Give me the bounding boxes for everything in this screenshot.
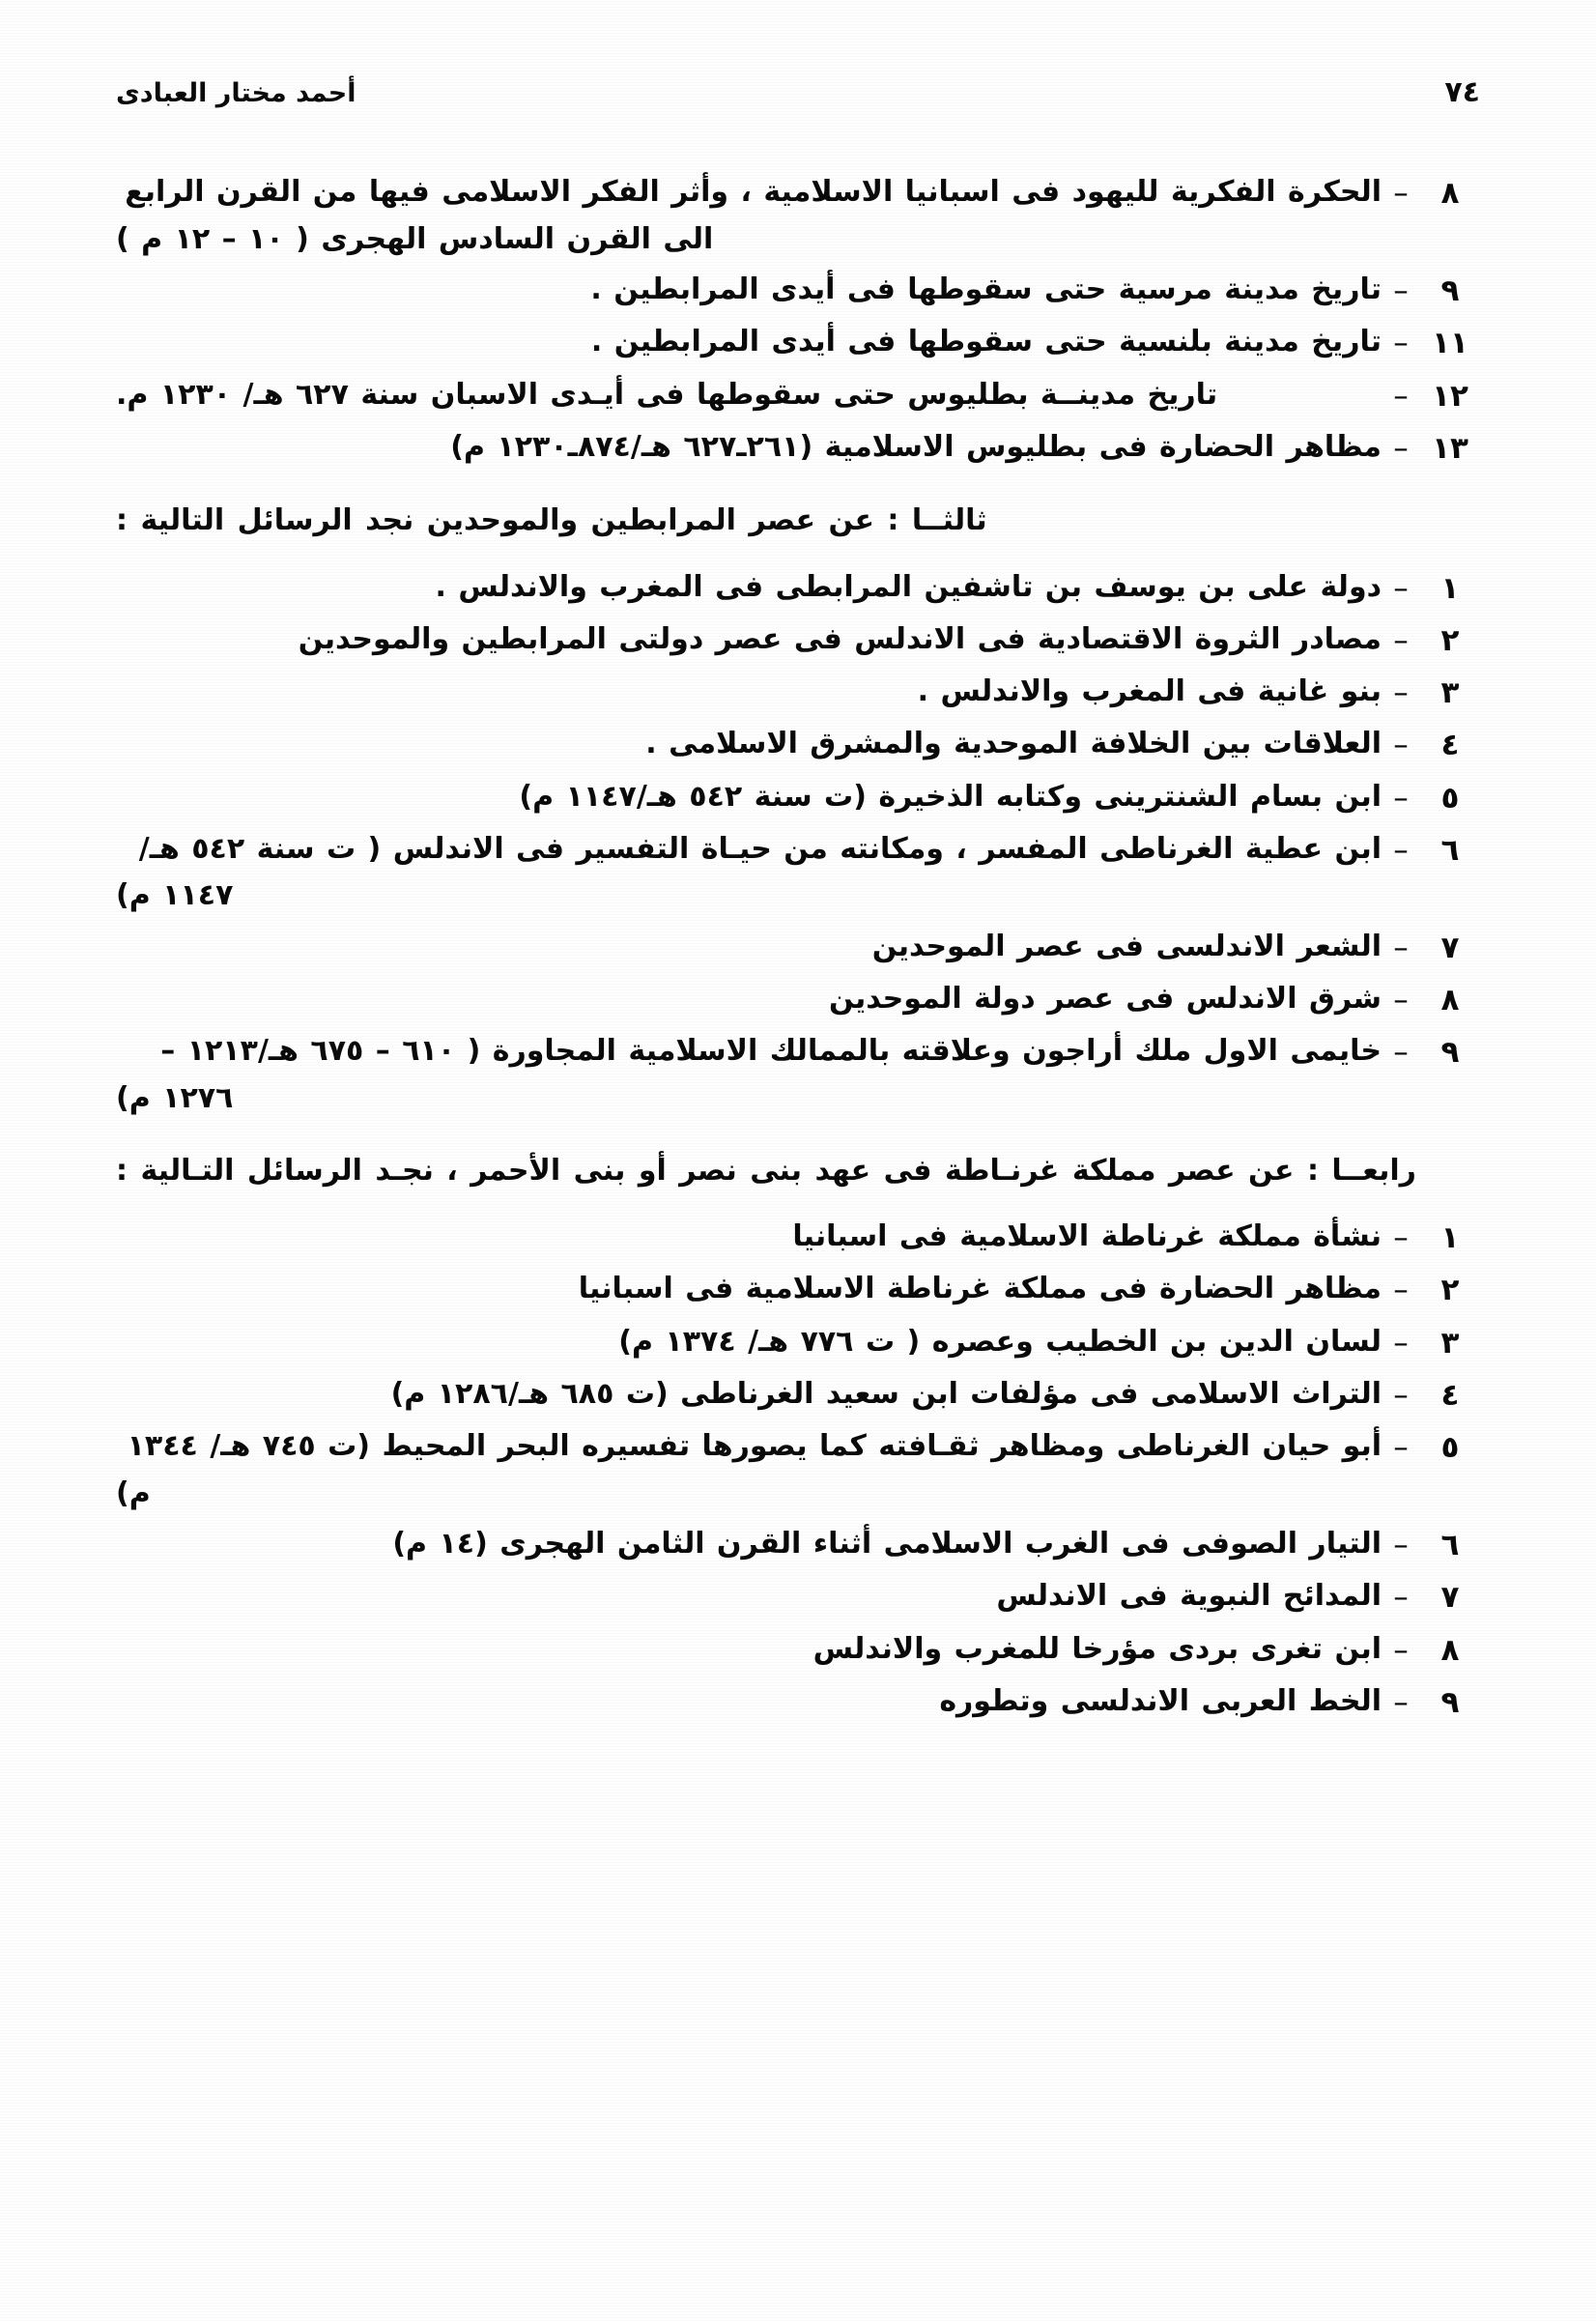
list-item-text: شرق الاندلس فى عصر دولة الموحدين (829, 982, 1382, 1017)
list-item-dash: – (1393, 1632, 1409, 1668)
list-item (116, 424, 1480, 473)
list-item-text: تاريخ مدينــة بطليوس حتى سقوطها فى أيـدى الاسبان سنة ٦٢٧ هـ/ ١٢٣٠ م. (116, 377, 1218, 412)
list-item-number: ٧ (1440, 1580, 1460, 1616)
list-item-text: ابن تغرى بردى مؤرخا للمغرب والاندلس (812, 1631, 1382, 1666)
list-item-number: ٢ (1440, 622, 1460, 658)
list-item-text: تاريخ مدينة بلنسية حتى سقوطها فى أيدى المرابطين . (590, 325, 1382, 359)
list-continued-from-previous-page (116, 169, 1480, 473)
section-three-intro: ثالثــا : عن عصر المرابطين والموحدين نجد الرسائل التالية : (116, 503, 987, 538)
list-item-dash: – (1393, 728, 1409, 763)
list-item (116, 1214, 1480, 1262)
list-item-number: ٧ (1440, 930, 1460, 965)
list-item-number: ٥ (1440, 1430, 1460, 1466)
list-item-dash: – (1393, 326, 1409, 361)
list-item (116, 564, 1480, 613)
list-item (116, 372, 1480, 420)
author-running-head: أحمد مختار العبادى (116, 78, 356, 108)
list-item (116, 1028, 1480, 1122)
list-item-number: ١٣ (1432, 430, 1468, 466)
list-item-text: أبو حيان الغرناطى ومظاهر ثقـافته كما يصورها تفسيره البحر المحيط (ت ٧٤٥ هـ/ ١٣٤٤ م) (116, 1429, 1382, 1510)
list-item (116, 1371, 1480, 1419)
page-number: ٧٤ (1444, 75, 1480, 109)
section-four-intro: رابعــا : عن عصر مملكة غرنـاطة فى عهد بنى نصر أو بنى الأحمر ، نجـد الرسائل التـالية : (116, 1153, 1416, 1188)
list-item (116, 669, 1480, 717)
list-item-number: ٨ (1440, 1632, 1460, 1668)
list-item (116, 1266, 1480, 1314)
list-item-dash: – (1393, 983, 1409, 1018)
list-item (116, 169, 1480, 263)
list-item-number: ١ (1440, 1220, 1460, 1256)
list-item (116, 774, 1480, 822)
list-item-dash: – (1393, 1273, 1409, 1308)
list-item-text: التراث الاسلامى فى مؤلفات ابن سعيد الغرناطى (ت ٦٨٥ هـ/١٢٨٦ م) (390, 1376, 1382, 1411)
list-item-dash: – (1393, 832, 1409, 868)
list-item-dash: – (1393, 273, 1409, 309)
list-item-dash: – (1393, 176, 1409, 211)
list-item-number: ١ (1440, 570, 1460, 606)
list-item-dash: – (1393, 675, 1409, 711)
list-item-number: ٢ (1440, 1273, 1460, 1308)
list-item-text: مصادر الثروة الاقتصادية فى الاندلس فى عصر دولتى المرابطين والموحدين (298, 621, 1382, 656)
list-item-dash: – (1393, 1325, 1409, 1361)
list-item-text: التيار الصوفى فى الغرب الاسلامى أثناء القرن الثامن الهجرى (١٤ م) (392, 1527, 1382, 1562)
list-item-number: ١١ (1432, 326, 1468, 361)
list-item-dash: – (1393, 378, 1409, 414)
list-item (116, 1626, 1480, 1675)
list-item-number: ٩ (1440, 273, 1460, 309)
list-item (116, 976, 1480, 1024)
list-item-number: ٣ (1440, 1325, 1460, 1361)
list-item-number: ٤ (1440, 728, 1460, 763)
list-item-text: مظاهر الحضارة فى بطليوس الاسلامية (٢٦١ـ٦٢٧ هـ/٨٧٤ـ١٢٣٠ م) (450, 429, 1382, 464)
list-item (116, 1319, 1480, 1367)
list-item-text: دولة على بن يوسف بن تاشفين المرابطى فى المغرب والاندلس . (435, 569, 1382, 604)
list-item-number: ٣ (1440, 675, 1460, 711)
list-item-text: الحكرة الفكرية لليهود فى اسبانيا الاسلامية ، وأثر الفكر الاسلامى فيها من القرن الرابع الى القرن السادس الهجرى ( ١٠ – ١٢ م ) (116, 175, 1382, 256)
running-head (116, 75, 1480, 109)
list-item-text: لسان الدين بن الخطيب وعصره ( ت ٧٧٦ هـ/ ١٣٧٤ م) (618, 1324, 1382, 1359)
list-item-text: بنو غانية فى المغرب والاندلس . (917, 674, 1382, 709)
page-body (116, 169, 1480, 1731)
list-item-text: نشأة مملكة غرناطة الاسلامية فى اسبانيا (792, 1219, 1382, 1254)
list-item-dash: – (1393, 1220, 1409, 1256)
list-item-number: ٦ (1440, 1528, 1460, 1563)
list-item-dash: – (1393, 780, 1409, 816)
list-item-dash: – (1393, 1377, 1409, 1413)
list-item (116, 826, 1480, 920)
list-item-text: ابن بسام الشنترينى وكتابه الذخيرة (ت سنة ٥٤٢ هـ/١١٤٧ م) (519, 779, 1382, 814)
list-item (116, 616, 1480, 665)
list-item (116, 1521, 1480, 1569)
list-item-dash: – (1393, 930, 1409, 965)
list-item-number: ١٢ (1432, 378, 1468, 414)
list-item-text: الخط العربى الاندلسى وتطوره (939, 1683, 1382, 1718)
list-item (116, 319, 1480, 367)
list-item-text: ابن عطية الغرناطى المفسر ، ومكانته من حيـاة التفسير فى الاندلس ( ت سنة ٥٤٢ هـ/١١٤٧ م) (116, 831, 1382, 913)
list-item-dash: – (1393, 622, 1409, 658)
list-item (116, 1573, 1480, 1621)
list-item-number: ٦ (1440, 832, 1460, 868)
section-four-list (116, 1214, 1480, 1727)
list-item-dash: – (1393, 1580, 1409, 1616)
list-item-text: الشعر الاندلسى فى عصر الموحدين (871, 929, 1382, 963)
list-item (116, 1423, 1480, 1517)
list-item-text: العلاقات بين الخلافة الموحدية والمشرق الاسلامى . (645, 727, 1382, 761)
list-item (116, 1678, 1480, 1727)
list-item-dash: – (1393, 1035, 1409, 1071)
list-item-text: خايمى الاول ملك أراجون وعلاقته بالممالك الاسلامية المجاورة ( ٦١٠ – ٦٧٥ هـ/١٢١٣ – ١٢٧٦ م) (116, 1034, 1382, 1115)
list-item-dash: – (1393, 1528, 1409, 1563)
list-item-text: مظاهر الحضارة فى مملكة غرناطة الاسلامية فى اسبانيا (578, 1272, 1382, 1306)
list-item (116, 721, 1480, 769)
list-item-text: تاريخ مدينة مرسية حتى سقوطها فى أيدى المرابطين . (590, 272, 1382, 307)
list-item (116, 267, 1480, 315)
list-item-number: ٤ (1440, 1377, 1460, 1413)
list-item-number: ٨ (1440, 176, 1460, 211)
list-item-number: ٥ (1440, 780, 1460, 816)
list-item-number: ٩ (1440, 1684, 1460, 1720)
section-three-list (116, 564, 1480, 1123)
list-item-dash: – (1393, 1684, 1409, 1720)
list-item-dash: – (1393, 1430, 1409, 1466)
list-item-dash: – (1393, 570, 1409, 606)
list-item-dash: – (1393, 430, 1409, 466)
list-item (116, 924, 1480, 972)
list-item-number: ٩ (1440, 1035, 1460, 1071)
list-item-text: المدائح النبوية فى الاندلس (996, 1579, 1382, 1614)
list-item-number: ٨ (1440, 983, 1460, 1018)
